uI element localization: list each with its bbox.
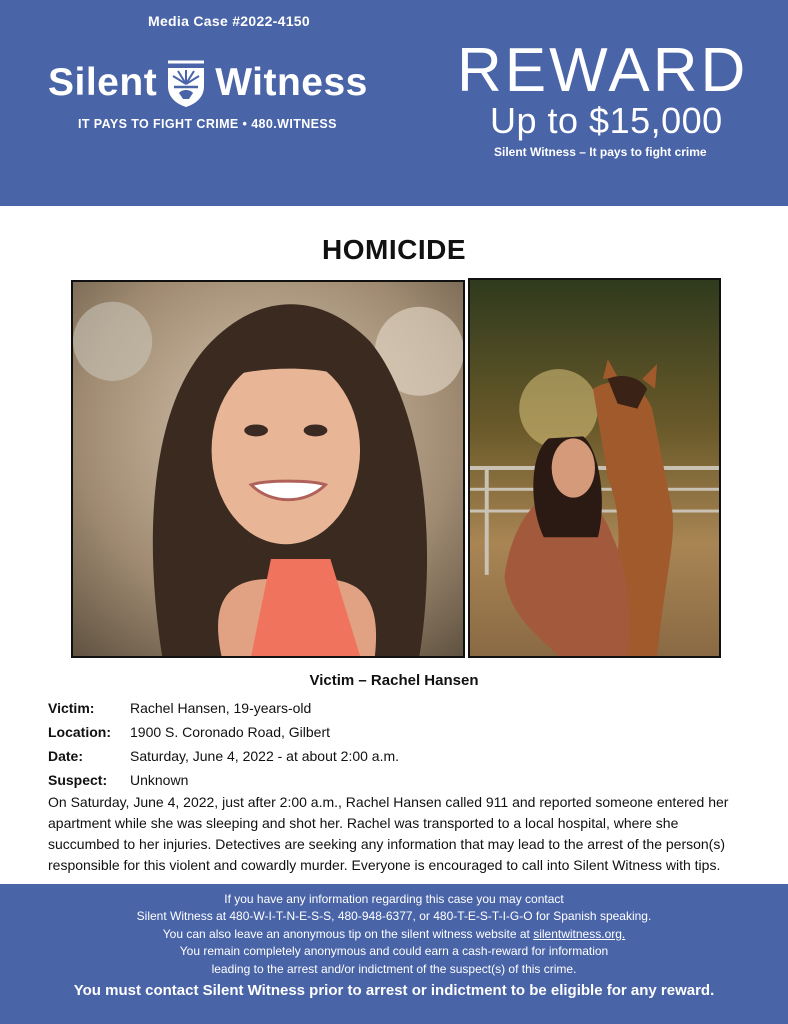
media-case-number: Media Case #2022-4150: [148, 13, 310, 29]
case-facts: [48, 696, 399, 792]
silent-witness-badge-icon: [165, 58, 207, 108]
fact-label: Date:: [48, 748, 84, 764]
fact-victim: [48, 696, 399, 720]
logo-word-silent: Silent: [48, 61, 158, 104]
website-link[interactable]: silentwitness.org.: [533, 926, 626, 941]
header-banner: [0, 0, 788, 206]
fact-value: Rachel Hansen, 19-years-old: [130, 700, 312, 716]
reward-subtitle: Silent Witness – It pays to fight crime: [494, 145, 707, 159]
fact-value: Saturday, June 4, 2022 - at about 2:00 a.m.: [130, 748, 400, 764]
victim-with-horse-photo: [468, 278, 721, 658]
fact-suspect: [48, 768, 399, 792]
footer-line: [0, 926, 788, 943]
page-title: HOMICIDE: [322, 234, 466, 265]
fact-location: [48, 720, 399, 744]
fact-label: Suspect:: [48, 772, 108, 788]
footer-line-text: You can also leave an anonymous tip on the silent witness website at: [162, 926, 534, 941]
case-summary: On Saturday, June 4, 2022, just after 2:00 a.m., Rachel Hansen called 911 and reported someone entered her apartment while she was sleeping and shot her. Rachel was transported to a local hospital, where she succumbed to her injuries. Detectives are seeking any information that may lead to the arrest of the person(s) responsible for this violent and cowardly murder. Everyone is encouraged to call into Silent Witness with tips.: [48, 794, 729, 873]
reward-amount: Up to $15,000: [490, 100, 723, 141]
eligibility-notice: You must contact Silent Witness prior to arrest or indictment to be eligible for any reward.: [73, 982, 715, 999]
fact-date: [48, 744, 399, 768]
footer-banner: [0, 884, 788, 1024]
footer-line: leading to the arrest and/or indictment of the suspect(s) of this crime.: [211, 961, 577, 976]
fact-value: Unknown: [130, 772, 189, 788]
victim-portrait-photo: [71, 280, 465, 658]
silent-witness-logo: [48, 58, 368, 108]
photo-caption: Victim – Rachel Hansen: [309, 672, 479, 689]
reward-title: REWARD: [457, 36, 749, 105]
footer-contact-info: [0, 891, 788, 978]
footer-line: Silent Witness at 480-W-I-T-N-E-S-S, 480-948-6377, or 480-T-E-S-T-I-G-O for Spanish speaking.: [136, 909, 652, 924]
footer-line: You remain completely anonymous and could earn a cash-reward for information: [179, 944, 609, 959]
logo-word-witness: Witness: [215, 61, 368, 104]
fact-value: 1900 S. Coronado Road, Gilbert: [130, 724, 331, 740]
fact-label: Victim:: [48, 700, 95, 716]
fact-label: Location:: [48, 724, 111, 740]
tagline: IT PAYS TO FIGHT CRIME • 480.WITNESS: [78, 117, 337, 131]
footer-line: If you have any information regarding this case you may contact: [224, 892, 564, 906]
